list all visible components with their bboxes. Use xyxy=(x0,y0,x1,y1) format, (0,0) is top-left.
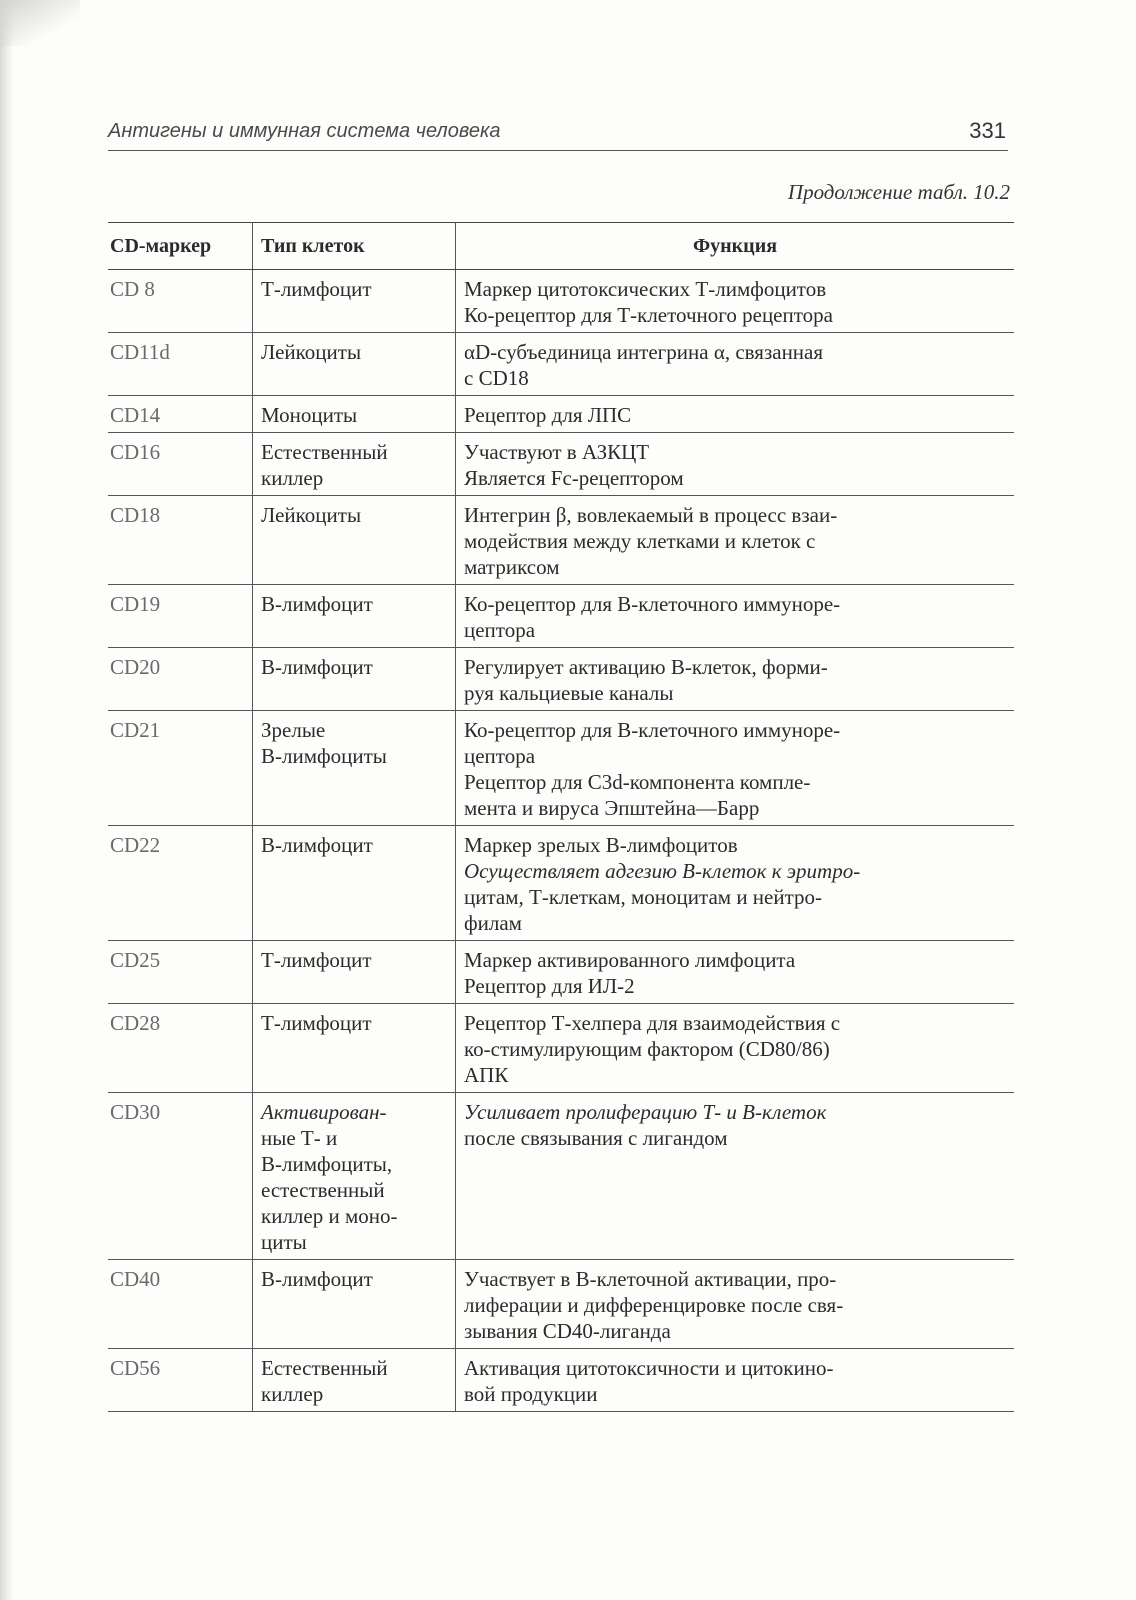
function-line: цептора xyxy=(464,618,536,642)
marker-cell: CD30 xyxy=(108,1093,253,1260)
function-line: Участвуют в АЗКЦТ xyxy=(464,440,650,464)
function-line: цитам, Т-клеткам, моноцитам и нейтро- xyxy=(464,885,823,909)
function-line: Ко-рецептор для В-клеточного иммуноре- xyxy=(464,718,841,742)
table-row xyxy=(108,1004,1014,1093)
cell-type-cell xyxy=(253,1349,456,1412)
table-row xyxy=(108,333,1014,396)
table-row xyxy=(108,1260,1014,1349)
cell-type-line: Лейкоциты xyxy=(261,503,362,527)
cell-type-cell xyxy=(253,1093,456,1260)
function-line: Усиливает пролиферацию Т- и В-клеток xyxy=(464,1100,827,1124)
table-header-row xyxy=(108,223,1014,270)
table-row xyxy=(108,1349,1014,1412)
function-cell xyxy=(456,1260,1015,1349)
cell-type-line: Моноциты xyxy=(261,403,358,427)
function-line: с CD18 xyxy=(464,366,529,390)
cell-type-cell xyxy=(253,826,456,941)
marker-cell: CD40 xyxy=(108,1260,253,1349)
function-cell xyxy=(456,941,1015,1004)
function-line: руя кальциевые каналы xyxy=(464,681,674,705)
cell-type-line: В-лимфоцит xyxy=(261,655,373,679)
function-line: цептора xyxy=(464,744,536,768)
table-row xyxy=(108,496,1014,585)
cell-type-line: Т-лимфоцит xyxy=(261,277,372,301)
function-line: Является Fc-рецептором xyxy=(464,466,684,490)
function-line: зывания CD40-лиганда xyxy=(464,1319,671,1343)
function-line: Участвует в В-клеточной активации, про- xyxy=(464,1267,837,1291)
cell-type-line: В-лимфоциты xyxy=(261,744,387,768)
function-cell xyxy=(456,270,1015,333)
running-title: Антигены и иммунная система человека xyxy=(108,120,501,142)
function-line: Маркер зрелых В-лимфоцитов xyxy=(464,833,738,857)
cell-type-line: Зрелые xyxy=(261,718,326,742)
marker-cell: CD18 xyxy=(108,496,253,585)
cell-type-cell xyxy=(253,396,456,433)
cell-type-line: В-лимфоцит xyxy=(261,833,373,857)
cell-type-cell xyxy=(253,585,456,648)
marker-cell: CD28 xyxy=(108,1004,253,1093)
function-line: после связывания с лигандом xyxy=(464,1126,728,1150)
marker-cell: CD16 xyxy=(108,433,253,496)
function-line: Рецептор для ИЛ-2 xyxy=(464,974,635,998)
function-line: Интегрин β, вовлекаемый в процесс взаи- xyxy=(464,503,838,527)
function-cell xyxy=(456,1093,1015,1260)
marker-cell: CD14 xyxy=(108,396,253,433)
table-row xyxy=(108,1093,1014,1260)
column-header-marker: CD-маркер xyxy=(108,223,253,270)
table-row xyxy=(108,711,1014,826)
column-header-cell-type: Тип клеток xyxy=(253,223,456,270)
cell-type-line: ные Т- и xyxy=(261,1126,338,1150)
function-cell xyxy=(456,648,1015,711)
function-line: лиферации и дифференцировке после свя- xyxy=(464,1293,844,1317)
cell-type-line: естественный xyxy=(261,1178,385,1202)
column-header-function: Функция xyxy=(456,223,1015,270)
cell-type-line: В-лимфоцит xyxy=(261,1267,373,1291)
cell-type-line: Активирован- xyxy=(261,1100,387,1124)
cell-type-line: киллер xyxy=(261,1382,324,1406)
cell-type-cell xyxy=(253,648,456,711)
function-cell xyxy=(456,826,1015,941)
marker-cell: CD 8 xyxy=(108,270,253,333)
function-line: матриксом xyxy=(464,555,560,579)
cell-type-cell xyxy=(253,270,456,333)
table-row xyxy=(108,585,1014,648)
function-cell xyxy=(456,711,1015,826)
function-line: мента и вируса Эпштейна—Барр xyxy=(464,796,760,820)
marker-cell: CD22 xyxy=(108,826,253,941)
marker-cell: CD11d xyxy=(108,333,253,396)
marker-cell: CD19 xyxy=(108,585,253,648)
cell-type-line: Т-лимфоцит xyxy=(261,1011,372,1035)
function-line: Рецептор для C3d-компонента компле- xyxy=(464,770,811,794)
marker-cell: CD25 xyxy=(108,941,253,1004)
function-cell xyxy=(456,333,1015,396)
function-cell xyxy=(456,585,1015,648)
cell-type-line: киллер xyxy=(261,466,324,490)
cell-type-cell xyxy=(253,941,456,1004)
function-line: Маркер активированного лимфоцита xyxy=(464,948,796,972)
cell-type-line: циты xyxy=(261,1230,307,1254)
table-row xyxy=(108,941,1014,1004)
cell-type-line: Естественный xyxy=(261,440,388,464)
cell-type-cell xyxy=(253,496,456,585)
marker-cell: CD20 xyxy=(108,648,253,711)
cell-type-line: Т-лимфоцит xyxy=(261,948,372,972)
function-line: Активация цитотоксичности и цитокино- xyxy=(464,1356,834,1380)
table-row xyxy=(108,270,1014,333)
cell-type-line: киллер и моно- xyxy=(261,1204,398,1228)
function-line: филам xyxy=(464,911,522,935)
table-row xyxy=(108,433,1014,496)
function-cell xyxy=(456,433,1015,496)
function-line: αD-субъединица интегрина α, связанная xyxy=(464,340,824,364)
function-cell xyxy=(456,1349,1015,1412)
table-caption: Продолжение табл. 10.2 xyxy=(787,180,1010,204)
table-body xyxy=(108,270,1014,1412)
function-line: ко-стимулирующим фактором (CD80/86) xyxy=(464,1037,830,1061)
marker-cell: CD56 xyxy=(108,1349,253,1412)
page-corner-shadow xyxy=(0,0,80,46)
function-cell xyxy=(456,1004,1015,1093)
cell-type-cell xyxy=(253,1260,456,1349)
running-header xyxy=(108,116,1008,151)
function-cell xyxy=(456,496,1015,585)
function-line: Ко-рецептор для В-клеточного иммуноре- xyxy=(464,592,841,616)
function-line: Маркер цитотоксических Т-лимфоцитов xyxy=(464,277,827,301)
page-edge-shadow xyxy=(0,0,14,1600)
function-line: вой продукции xyxy=(464,1382,598,1406)
function-line: Ко-рецептор для Т-клеточного рецептора xyxy=(464,303,833,327)
function-line: Рецептор для ЛПС xyxy=(464,403,632,427)
cell-type-cell xyxy=(253,333,456,396)
cell-type-cell xyxy=(253,711,456,826)
cell-type-cell xyxy=(253,433,456,496)
cd-marker-table xyxy=(108,222,1014,1412)
cell-type-line: Лейкоциты xyxy=(261,340,362,364)
page-number: 331 xyxy=(969,118,1006,143)
function-line: Рецептор Т-хелпера для взаимодействия с xyxy=(464,1011,841,1035)
cell-type-line: В-лимфоциты, xyxy=(261,1152,393,1176)
cell-type-line: В-лимфоцит xyxy=(261,592,373,616)
table-row xyxy=(108,648,1014,711)
function-cell xyxy=(456,396,1015,433)
table-row xyxy=(108,826,1014,941)
function-line: АПК xyxy=(464,1063,509,1087)
marker-cell: CD21 xyxy=(108,711,253,826)
cell-type-line: Естественный xyxy=(261,1356,388,1380)
table-row xyxy=(108,396,1014,433)
function-line: Осуществляет адгезию В-клеток к эритро- xyxy=(464,859,861,883)
function-line: Регулирует активацию В-клеток, форми- xyxy=(464,655,828,679)
function-line: модействия между клетками и клеток с xyxy=(464,529,816,553)
cell-type-cell xyxy=(253,1004,456,1093)
